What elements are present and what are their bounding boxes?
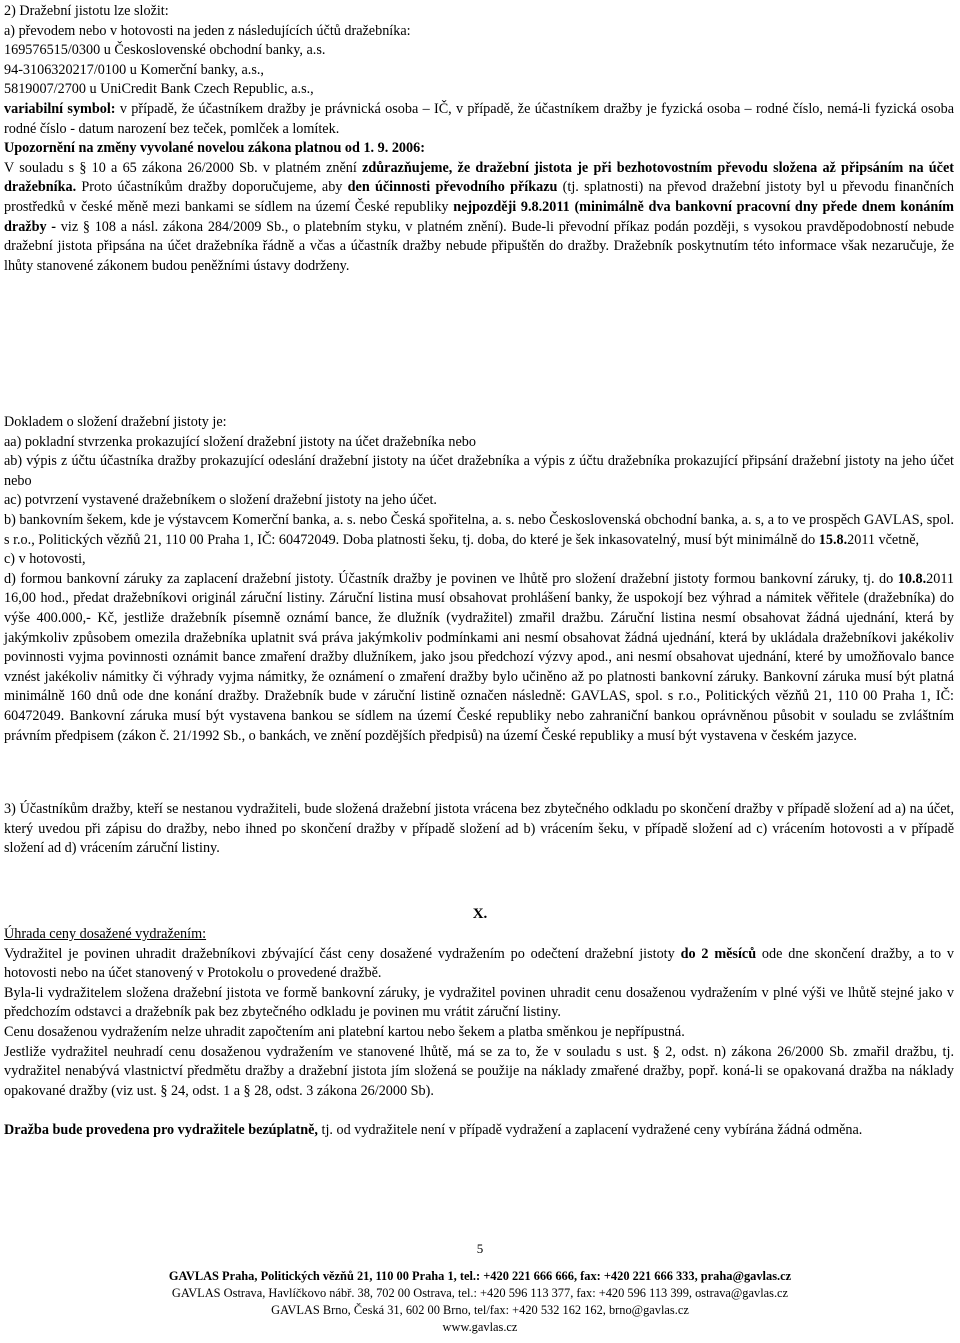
deposit-methods-block: [4, 2, 954, 276]
variable-symbol-label: variabilní symbol:: [4, 100, 116, 117]
refund-block: [4, 800, 954, 859]
payment-methods-paragraph: Cenu dosaženou vydražením nelze uhradit započtením ani platební kartou nebo šekem a platba směnkou je nepřípustná.: [4, 1023, 685, 1040]
guarantee-date: 10.8.: [897, 570, 927, 587]
variable-symbol-paragraph: [4, 100, 954, 139]
payment-term: do 2 měsíců: [680, 945, 757, 962]
cheque-date: 15.8.: [818, 531, 848, 548]
guarantee-text-a: d) formou bankovní záruky za zaplacení dražební jistoty. Účastník dražby je povinen ve lhůtě pro složení dražební jistoty formou bankovní záruky, tj. do: [4, 570, 898, 587]
footer-brno: GAVLAS Brno, Česká 31, 602 00 Brno, tel/fax: +420 532 162 162, brno@gavlas.cz: [271, 1303, 689, 1317]
variable-symbol-text: v případě, že účastníkem dražby je právnická osoba – IČ, v případě, že účastníkem dražby je fyzická osoba – rodné číslo, nemá-li fyzická osoba rodné číslo - datum narození bez teček, pomlček a lomítek.: [4, 100, 955, 137]
footer-ostrava: GAVLAS Ostrava, Havlíčkovo nábř. 38, 702 00 Ostrava, tel.: +420 596 113 377, fax: +420 596 113 399, ostrava@gavlas.cz: [171, 1286, 789, 1300]
cheque-text-c: 2011 včetně,: [847, 531, 920, 548]
proof-ac: ac) potvrzení vystavené dražebníkem o složení dražební jistoty na jeho účet.: [4, 492, 437, 509]
cash-option: c) v hotovosti,: [4, 551, 86, 568]
page-number: 5: [476, 1241, 484, 1256]
deadline-text-a: V souladu s § 10 a 65 zákona 26/2000 Sb. v platném znění: [4, 159, 363, 176]
proof-aa: aa) pokladní stvrzenka prokazující složení dražební jistoty na účet dražebníka nebo: [4, 433, 476, 450]
section-x-block: [4, 925, 954, 1141]
deadline-text-g: viz § 108 a násl. zákona 284/2009 Sb., o platebním styku, v platném znění). Bude-li převodní příkaz podán později, s vysokou pravděpodobností nebude dražební jistota připsána na účet dražebníka řádně a včas a účastník dražby nebude připuštěn do dražby. Dražebník poskytnutím této informace však nezaručuje, že lhůty stanovené zákonem budou peněžními ústavy dodrženy.: [4, 218, 955, 274]
guarantee-text-c: 2011 16,00 hod., předat dražebníkovi originál záruční listiny. Záruční listina musí obsahovat prohlášení banky, že uspokojí bez výhrad a námitek věřitele (dražebníka) do výše 400.000,- Kč, jestliže dražebník písemně oznámí bance, že dlužník (vydražitel) zmařil dražbu. Záruční listina nesmí obsahovat žádná ujednání, která by jakýmkoliv způsobem omezila dražebníka uplatnit svá práva jakýmkoliv podmínkami ani nesmí obsahovat žádná ujednání, která by ukládala dražebníkovi jakékoliv povinnosti vyjma povinnosti oznámit bance zmaření dražby dlužníkem, jako jsou předchozí výzvy apod., ani nesmí obsahovat ujednání, které by umožňovalo bance vznést jakékoliv námitky či výhrady vyjma námitky, že oznámení o zmaření dražby bylo učiněno až po platnosti bankovní záruky. Bankovní záruka musí být platná minimálně 160 dnů ode dne konání dražby. Dražebník bude v záruční listině označen následně: GAVLAS, spol. s r.o., Politických vězňů 21, 110 00 Praha 1, IČ: 60472049. Bankovní záruka musí být vystavena bankou se sídlem na území České republiky nebo zahraniční bankou oprávněnou působit v souladu se zvláštním právním předpisem (zákon č. 21/1992 Sb., o bankách, ve znění pozdějších předpisů) na území České republiky a musí být vystavena v českém jazyce.: [4, 570, 954, 744]
guarantee-payment-paragraph: Byla-li vydražitelem složena dražební jistota ve formě bankovní záruky, je vydražitel povinen uhradit cenu dosaženou vydražením v plné výši ve lhůtě stejné jako v předchozím odstavci a dražebník pak bez zbytečného odkladu je povinen mu vrátit záruční listiny.: [4, 984, 954, 1021]
website-link[interactable]: www.gavlas.cz: [442, 1320, 518, 1334]
account-unicredit: 5819007/2700 u UniCredit Bank Czech Republic, a.s.,: [4, 81, 314, 98]
frustration-paragraph: Jestliže vydražitel neuhradí cenu dosaženou vydražením ve stanovené lhůtě, má se za to, že v souladu s ust. § 2, odst. n) zákona 26/2000 Sb. zmařil dražbu, tj. vydražitel nenabývá vlastnictví předmětu dražby a dražební jistota jím složená se použije na náklady zmařené dražby, popř. koná-li se opakovaná dražba na náklady opakované dražby (viz ust. § 24, odst. 1 a § 28, odst. 3 zákona 26/2000 Sb).: [4, 1043, 954, 1099]
free-of-charge-text: tj. od vydražitele není v případě vydražení a zaplacení vydražené ceny vybírána žádná odměna.: [317, 1121, 863, 1138]
deadline-text-c: Proto účastníkům dražby doporučujeme, aby: [76, 179, 348, 196]
bank-guarantee-paragraph: [4, 570, 954, 746]
payment-text-c: ode dne skončení dražby, a to v hotovosti nebo na účet stanovený v Protokolu o provedené dražbě.: [4, 945, 955, 982]
amendment-warning: Upozornění na změny vyvolané novelou zákona platnou od 1. 9. 2006:: [4, 140, 425, 157]
deadline-effective-day: den účinnosti převodního příkazu: [347, 179, 558, 196]
account-kb: 94-3106320217/0100 u Komerční banky, a.s.,: [4, 61, 264, 78]
transfer-intro: a) převodem nebo v hotovosti na jeden z následujících účtů dražebníka:: [4, 22, 411, 39]
section-number: X.: [472, 906, 488, 922]
payment-text-a: Vydražitel je povinen uhradit dražebníkovi zbývající část ceny dosažené vydražením po odečtení dražební jistoty: [4, 945, 681, 962]
cheque-text-a: b) bankovním šekem, kde je výstavcem Komerční banka, a. s. nebo Česká spořitelna, a. s. nebo Československá obchodní banka, a. s, a to ve prospěch GAVLAS, spol. s r.o., Politických vězňů 21, 110 00 Praha 1, IČ: 60472049. Doba platnosti šeku, tj. doba, do které je šek inkasovatelný, musí být minimálně do: [4, 511, 954, 548]
deadline-text-e: (tj. splatnosti) na převod dražební jistoty byl u převodu finančních prostředků v české měně mezi bankami se sídlem na území České republiky: [4, 179, 954, 215]
proof-heading: Dokladem o složení dražební jistoty je:: [4, 414, 227, 430]
section-heading: Úhrada ceny dosažené vydražením:: [4, 926, 207, 942]
refund-paragraph: 3) Účastníkům dražby, kteří se nestanou vydražiteli, bude složená dražební jistota vrácena bez zbytečného odkladu po skončení dražby v případě složení ad a) na účet, který uvedou při zápisu do dražby, nebo ihned po skončení dražby v případě složení ad b) vrácením šeku, v případě složení ad c) vrácením hotovosti a v případě složení ad d) vrácením záruční listiny.: [4, 801, 954, 857]
bank-cheque-paragraph: [4, 511, 954, 550]
deadline-date: nejpozději 9.8.2011 (minimálně dva bankovní pracovní dny přede dnem konáním dražby -: [4, 198, 954, 235]
free-of-charge-paragraph: [4, 1121, 954, 1141]
payment-deadline-paragraph: [4, 945, 954, 984]
transfer-deadline-paragraph: [4, 159, 954, 277]
deadline-emphasis: zdůrazňujeme, že dražební jistota je při bezhotovostním převodu složena až připsáním na účet dražebníka.: [4, 159, 954, 196]
proof-ab: ab) výpis z účtu účastníka dražby prokazující odeslání dražební jistoty na účet dražebníka a výpis z účtu dražebníka prokazující připsání dražební jistoty na jeho účet nebo: [4, 453, 954, 489]
free-of-charge-emphasis: Dražba bude provedena pro vydražitele bezúplatně,: [4, 1121, 318, 1138]
footer-praha: GAVLAS Praha, Politických vězňů 21, 110 00 Praha 1, tel.: +420 221 666 666, fax: +420 221 666 333, praha@gavlas.cz: [168, 1269, 792, 1283]
deposit-heading: 2) Dražební jistotu lze složit:: [4, 3, 169, 19]
footer: [0, 1268, 960, 1336]
account-csob: 169576515/0300 u Československé obchodní banky, a.s.: [4, 42, 326, 59]
deposit-proof-block: [4, 413, 954, 746]
